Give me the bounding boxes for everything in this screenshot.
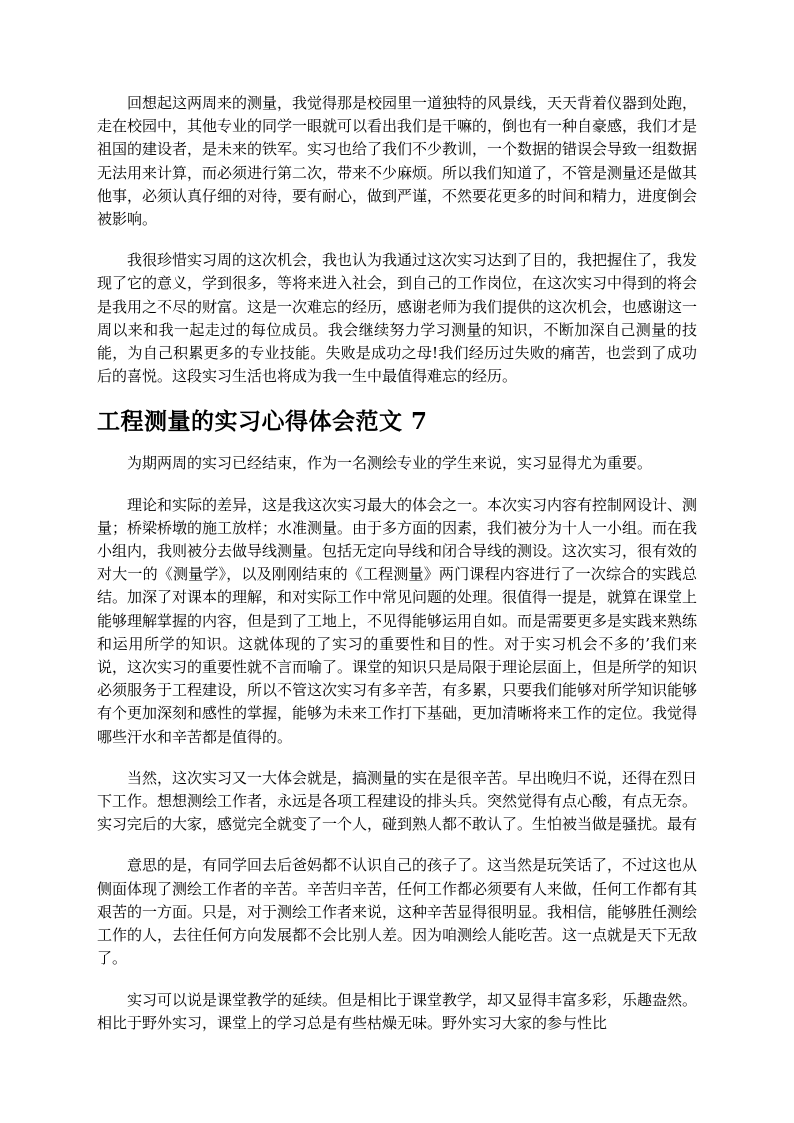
paragraph: 回想起这两周来的测量，我觉得那是校园里一道独特的风景线，天天背着仪器到处跑，走在校园中，其他专业的同学一眼就可以看出我们是干嘛的，倒也有一种自豪感，我们才是祖国的建设者，是未来的铁军。实习也给了我们不少教训，一个数据的错误会导致一组数据无法用来计算，而必须进行第二次，带来不少麻烦。所以我们知道了，不管是测量还是做其他事，必须认真仔细的对待，要有耐心，做到严谨，不然要花更多的时间和精力，进度倒会被影响。 xyxy=(97,94,698,229)
paragraph: 当然，这次实习又一大体会就是，搞测量的实在是很辛苦。早出晚归不说，还得在烈日下工作。想想测绘工作者，永远是各项工程建设的排头兵。突然觉得有点心酸，有点无奈。实习完后的大家，感觉完全就变了一个人，碰到熟人都不敢认了。生怕被当做是骚扰。最有 xyxy=(97,768,698,834)
paragraph: 为期两周的实习已经结束，作为一名测绘专业的学生来说，实习显得尤为重要。 xyxy=(127,454,653,473)
paragraph: 理论和实际的差异，这是我这次实习最大的体会之一。本次实习内容有控制网设计、测量；桥梁桥墩的施工放样；水准测量。由于多方面的因素，我们被分为十人一小组。而在我小组内，我则被分去做导线测量。包括无定向导线和闭合导线的测设。这次实习，很有效的对大一的《测量学》，以及刚刚结束的《工程测量》两门课程内容进行了一次综合的实践总结。加深了对课本的理解，和对实际工作中常见问题的处理。很值得一提是，就算在课堂上能够理解掌握的内容，但是到了工地上，不见得能够运用自如。而是需要更多是实践来熟练和运用所学的知识。这就体现的了实习的重要性和目的性。对于实习机会不多的’我们来说，这次实习的重要性就不言而喻了。课堂的知识只是局限于理论层面上，但是所学的知识必须服务于工程建设，所以不管这次实习有多辛苦，有多累，只要我们能够对所学知识能够有个更加深刻和感性的掌握，能够为未来工作打下基础，更加清晰将来工作的定位。我觉得哪些汗水和辛苦都是值得的。 xyxy=(97,495,698,746)
paragraph: 我很珍惜实习周的这次机会，我也认为我通过这次实习达到了目的，我把握住了，我发现了它的意义，学到很多，等将来进入社会，到自己的工作岗位，在这次实习中得到的将会是我用之不尽的财富。这是一次难忘的经历，感谢老师为我们提供的这次机会，也感谢这一周以来和我一起走过的每位成员。我会继续努力学习测量的知识，不断加深自己测量的技能，为自己积累更多的专业技能。失败是成功之母!我们经历过失败的痛苦，也尝到了成功后的喜悦。这段实习生活也将成为我一生中最值得难忘的经历。 xyxy=(97,251,698,386)
section-heading: 工程测量的实习心得体会范文 7 xyxy=(97,408,428,436)
document-page xyxy=(97,92,697,1053)
paragraph: 意思的是，有同学回去后爸妈都不认识自己的孩子了。这当然是玩笑话了，不过这也从侧面体现了测绘工作者的辛苦。辛苦归辛苦，任何工作都必须要有人来做，任何工作都有其艰苦的一方面。只是，对于测绘工作者来说，这种辛苦显得很明显。我相信，能够胜任测绘工作的人，去往任何方向发展都不会比别人差。因为咱测绘人能吃苦。这一点就是天下无敌了。 xyxy=(97,856,698,968)
paragraph: 实习可以说是课堂教学的延续。但是相比于课堂教学，却又显得丰富多彩，乐趣盎然。相比于野外实习，课堂上的学习总是有些枯燥无味。野外实习大家的参与性比 xyxy=(97,990,698,1032)
